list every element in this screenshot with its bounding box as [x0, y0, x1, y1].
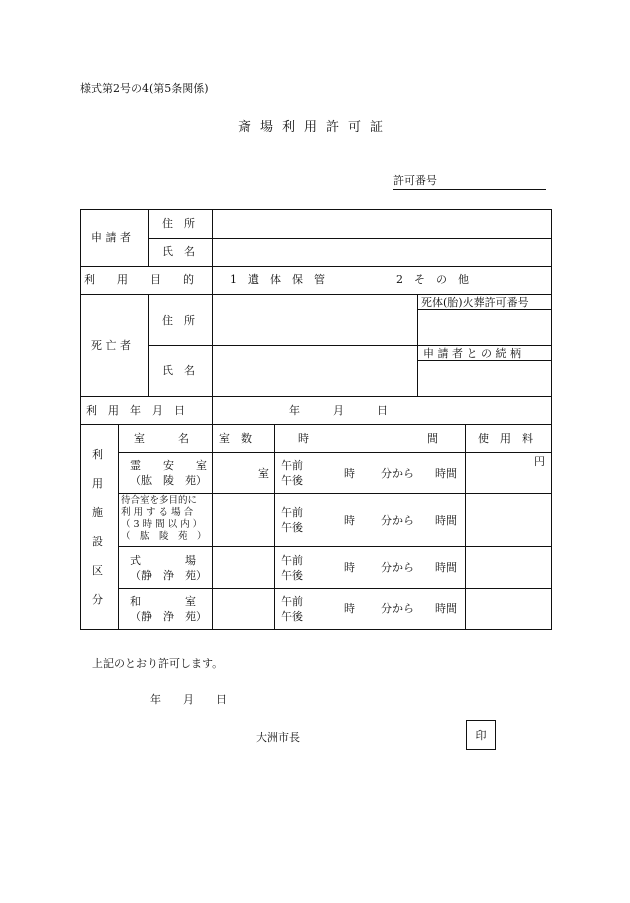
time-header-right: 間: [427, 432, 438, 445]
am-label[interactable]: 午前: [281, 506, 303, 519]
purpose-option-1[interactable]: 1 遺 体 保 管: [230, 273, 325, 286]
room-name-header: 室 名: [134, 432, 189, 445]
duration-label: 時間: [435, 602, 457, 615]
room-name-line: （ 3 時 間 以 内 ）: [121, 519, 203, 530]
duration-label: 時間: [435, 561, 457, 574]
fee-unit: 円: [534, 455, 545, 468]
relation-label: 申 請 者 と の 続 柄: [423, 347, 521, 360]
hour-label: 時: [344, 514, 355, 527]
facility-side-char: 施: [92, 506, 103, 519]
applicant-address-label: 住 所: [162, 217, 195, 230]
seal-box: 印: [466, 720, 496, 750]
room-name-line: 式 場: [130, 554, 196, 567]
hour-label: 時: [344, 561, 355, 574]
pm-label[interactable]: 午後: [281, 521, 303, 534]
facility-side-char: 利: [92, 448, 103, 461]
approval-statement: 上記のとおり許可します。: [92, 657, 224, 670]
pm-label[interactable]: 午後: [281, 569, 303, 582]
am-label[interactable]: 午前: [281, 554, 303, 567]
room-name-line: （ 肱 陵 苑 ）: [121, 531, 207, 542]
cremation-permit-label: 死体(胎)火葬許可番号: [421, 296, 529, 309]
duration-label: 時間: [435, 467, 457, 480]
applicant-header: 申 請 者: [91, 231, 131, 244]
pm-label[interactable]: 午後: [281, 610, 303, 623]
room-name-line: （静 浄 苑）: [130, 610, 207, 623]
am-label[interactable]: 午前: [281, 595, 303, 608]
minute-label: 分から: [381, 514, 414, 527]
am-label[interactable]: 午前: [281, 459, 303, 472]
pm-label[interactable]: 午後: [281, 474, 303, 487]
room-name-line: 利 用 す る 場 合: [121, 507, 194, 518]
hour-label: 時: [344, 467, 355, 480]
facility-side-char: 用: [92, 477, 103, 490]
facility-side-char: 区: [92, 564, 103, 577]
use-date-value[interactable]: 年 月 日: [289, 404, 388, 417]
minute-label: 分から: [381, 602, 414, 615]
hour-label: 時: [344, 602, 355, 615]
mayor-title: 大洲市長: [256, 731, 300, 744]
room-count-header: 室 数: [219, 432, 252, 445]
approval-date[interactable]: 年 月 日: [150, 693, 227, 706]
document-title: 斎場利用許可証: [237, 120, 392, 135]
facility-side-char: 分: [92, 593, 103, 606]
minute-label: 分から: [381, 561, 414, 574]
applicant-name-label: 氏 名: [162, 245, 195, 258]
deceased-header: 死 亡 者: [91, 339, 131, 352]
permit-number-field[interactable]: 許可番号: [393, 172, 546, 190]
room-name-line: （肱 陵 苑）: [130, 474, 207, 487]
purpose-label: 利 用 目 的: [84, 273, 194, 286]
room-name-line: 和 室: [130, 595, 196, 608]
deceased-name-label: 氏 名: [162, 364, 195, 377]
room-count-unit: 室: [258, 467, 269, 480]
facility-side-char: 設: [92, 535, 103, 548]
minute-label: 分から: [381, 467, 414, 480]
room-name-line: 霊 安 室: [130, 459, 207, 472]
purpose-option-2[interactable]: 2 そ の 他: [396, 273, 469, 286]
use-date-label: 利 用 年 月 日: [86, 404, 185, 417]
deceased-address-label: 住 所: [162, 314, 195, 327]
time-header-left: 時: [298, 432, 309, 445]
room-name-line: （静 浄 苑）: [130, 569, 207, 582]
room-name-line: 待合室を多目的に: [121, 495, 198, 506]
duration-label: 時間: [435, 514, 457, 527]
form-number-label: 様式第2号の4(第5条関係): [80, 82, 209, 95]
fee-header: 使 用 料: [478, 432, 533, 445]
